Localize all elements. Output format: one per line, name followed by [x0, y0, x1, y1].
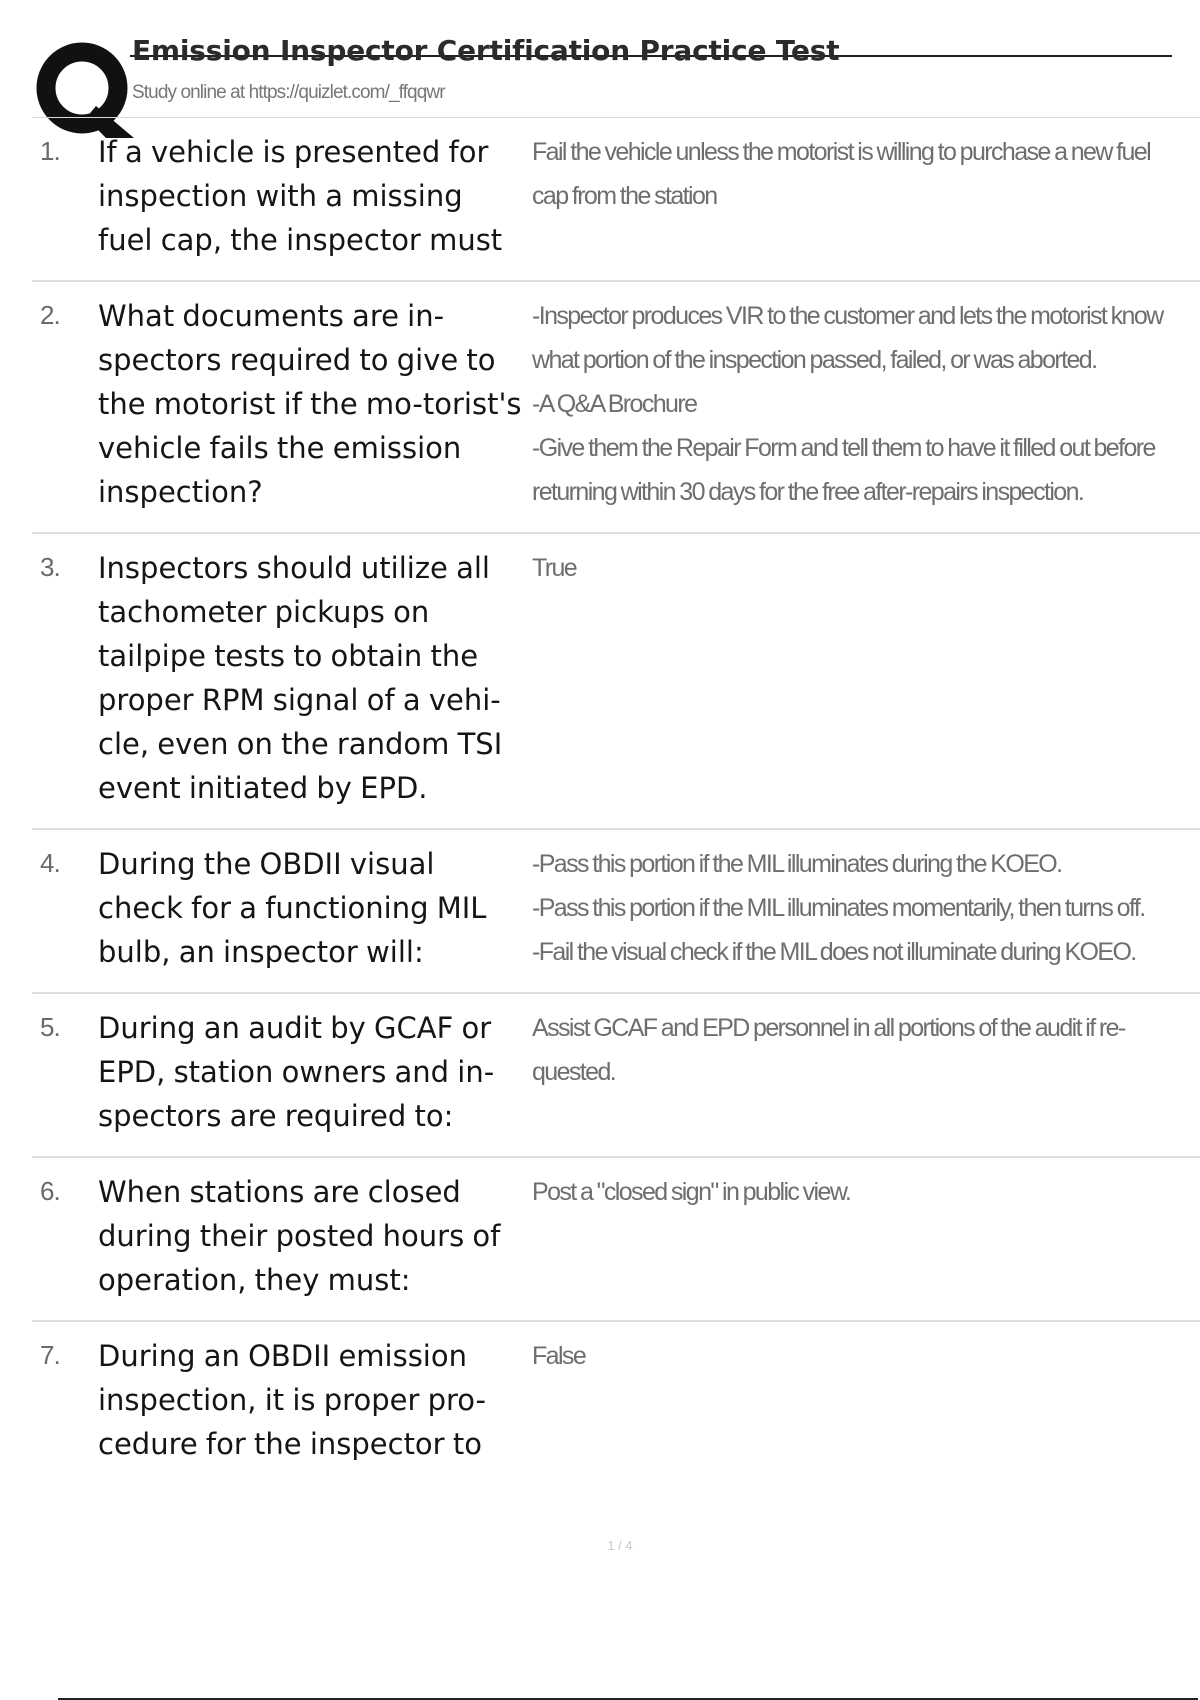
page-indicator: 1 / 4: [607, 1538, 633, 1553]
definition-line: -Pass this portion if the MIL illuminates momentarily, then turns off.: [532, 894, 1145, 922]
definition-line: Post a "closed sign" in public view.: [532, 1178, 851, 1206]
flashcard-row: [32, 282, 1200, 534]
card-term: When stations are closed during their posted hours of operation, they must:: [98, 1175, 501, 1297]
card-definition: [532, 842, 1200, 974]
card-term: During an audit by GCAF or EPD, station owners and in-spectors are required to:: [98, 1011, 495, 1133]
card-definition: [532, 294, 1200, 514]
card-definition: [532, 1006, 1200, 1138]
definition-line: Assist GCAF and EPD personnel in all portions of the audit if re-quested.: [532, 1014, 1125, 1086]
definition-line: -Inspector produces VIR to the customer and lets the motorist know what portion of the inspection passed, failed, or was aborted.: [532, 302, 1163, 374]
card-definition: [532, 1334, 1200, 1466]
page-title: Emission Inspector Certification Practice Test: [132, 34, 840, 67]
card-content: [32, 294, 1200, 514]
card-term: What documents are in-spectors required to give to the motorist if the mo-torist's vehicle fails the emission inspection?: [98, 299, 522, 509]
card-content: [32, 1006, 1200, 1138]
definition-line: -Pass this portion if the MIL illuminates during the KOEO.: [532, 850, 1062, 878]
flashcard-row: [32, 830, 1200, 994]
card-term: If a vehicle is presented for inspection with a missing fuel cap, the inspector must: [98, 135, 503, 257]
card-definition: [532, 130, 1200, 262]
card-content: [32, 130, 1200, 262]
card-content: [32, 842, 1200, 974]
card-definition: [532, 1170, 1200, 1302]
flashcard-row: [32, 1158, 1200, 1322]
card-number: 5.: [40, 1012, 60, 1042]
flashcard-list: [32, 118, 1200, 1484]
card-definition: [532, 546, 1200, 810]
flashcard-row: [32, 1322, 1200, 1484]
card-number: 3.: [40, 552, 60, 582]
card-number: 2.: [40, 300, 60, 330]
definition-line: True: [532, 554, 577, 582]
card-content: [32, 1170, 1200, 1302]
definition-line: -A Q&A Brochure: [532, 390, 697, 418]
flashcard-row: [32, 534, 1200, 830]
definition-line: -Give them the Repair Form and tell them to have it filled out before returning within 30 days for the free after-repairs inspection.: [532, 434, 1155, 506]
card-content: [32, 1334, 1200, 1466]
definition-line: -Fail the visual check if the MIL does not illuminate during KOEO.: [532, 938, 1136, 966]
card-number: 7.: [40, 1340, 60, 1370]
card-number: 6.: [40, 1176, 60, 1206]
study-link-text: Study online at https://quizlet.com/_ffqqwr: [132, 82, 445, 103]
definition-line: False: [532, 1342, 586, 1370]
page-header: [30, 30, 1150, 115]
flashcard-row: [32, 994, 1200, 1158]
card-term: During an OBDII emission inspection, it is proper pro-cedure for the inspector to: [98, 1339, 487, 1461]
card-number: 1.: [40, 136, 60, 166]
card-content: [32, 546, 1200, 810]
card-number: 4.: [40, 848, 60, 878]
flashcard-row: [32, 118, 1200, 282]
card-term: During the OBDII visual check for a functioning MIL bulb, an inspector will:: [98, 847, 487, 969]
definition-line: Fail the vehicle unless the motorist is willing to purchase a new fuel cap from the station: [532, 138, 1151, 210]
card-term: Inspectors should utilize all tachometer pickups on tailpipe tests to obtain the proper RPM signal of a vehi-cle, even on the random TSI event initiated by EPD.: [98, 551, 503, 805]
